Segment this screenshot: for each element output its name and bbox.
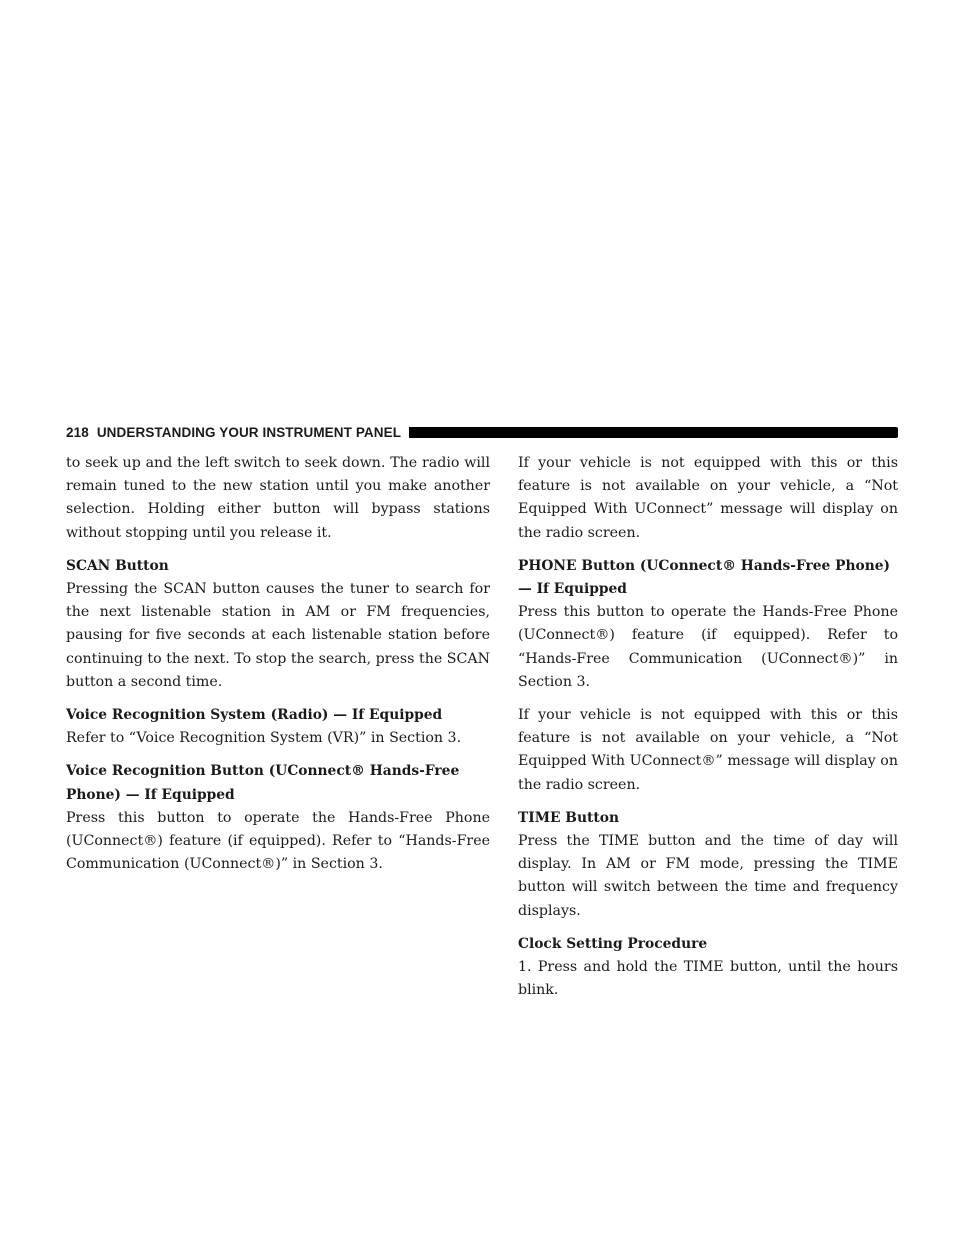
- heading-time-button: TIME Button: [518, 809, 619, 826]
- paragraph-voice-recognition-button: Press this button to operate the Hands-Free Phone (UConnect®) feature (if equipped). Refer to “Hands-Free Communication (UConnect®)” in Section 3.: [66, 809, 490, 873]
- paragraph-voice-recognition-system: Refer to “Voice Recognition System (VR)” in Section 3.: [66, 730, 462, 747]
- header-rule: [409, 427, 898, 438]
- paragraph-clock-step-1: 1. Press and hold the TIME button, until the hours blink.: [518, 959, 898, 999]
- paragraph-phone-not-equipped: If your vehicle is not equipped with this or this feature is not available on your vehicle, a “Not Equipped With UConnect®” message will display on the radio screen.: [518, 707, 898, 793]
- heading-phone-button: PHONE Button (UConnect® Hands-Free Phone) — If Equipped: [518, 557, 891, 598]
- paragraph-seek: to seek up and the left switch to seek down. The radio will remain tuned to the new station until you make another selection. Holding either button will bypass stations without stopping until you release it.: [66, 455, 490, 541]
- heading-voice-recognition-system: Voice Recognition System (Radio) — If Equipped: [66, 707, 443, 724]
- left-column: [66, 452, 490, 886]
- page-header: [66, 422, 898, 442]
- paragraph-not-equipped: If your vehicle is not equipped with this or this feature is not available on your vehicle, a “Not Equipped With UConnect” message will display on the radio screen.: [518, 455, 898, 541]
- paragraph-phone: Press this button to operate the Hands-Free Phone (UConnect®) feature (if equipped). Refer to “Hands-Free Communication (UConnect®)” in Section 3.: [518, 604, 898, 690]
- heading-scan-button: SCAN Button: [66, 557, 169, 574]
- heading-voice-recognition-button: Voice Recognition Button (UConnect® Hands-Free Phone) — If Equipped: [66, 763, 460, 803]
- paragraph-scan: Pressing the SCAN button causes the tuner to search for the next listenable station in AM or FM frequencies, pausing for five seconds at each listenable station before continuing to the next. To stop the search, press the SCAN button a second time.: [66, 581, 490, 690]
- paragraph-time: Press the TIME button and the time of day will display. In AM or FM mode, pressing the TIME button will switch between the time and frequency displays.: [518, 833, 898, 919]
- heading-clock-setting: Clock Setting Procedure: [518, 935, 708, 952]
- right-column: [518, 452, 898, 1012]
- page-number: 218: [66, 424, 89, 440]
- section-title: UNDERSTANDING YOUR INSTRUMENT PANEL: [96, 424, 402, 440]
